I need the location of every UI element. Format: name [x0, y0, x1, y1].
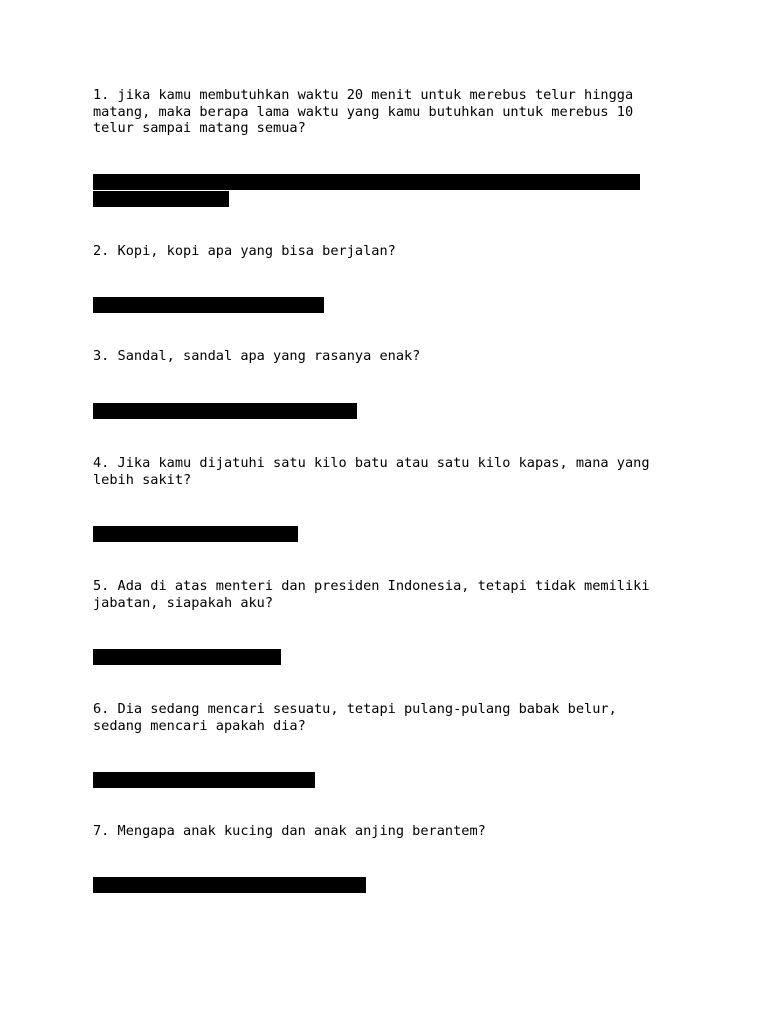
question-6-text: 6. Dia sedang mencari sesuatu, tetapi pulang-pulang babak belur, sedang mencari apakah dia? [93, 701, 617, 734]
answer-1-redaction-line-1 [93, 174, 640, 190]
answer-1-redaction-line-2 [93, 191, 229, 207]
question-5-text: 5. Ada di atas menteri dan presiden Indonesia, tetapi tidak memiliki jabatan, siapakah aku? [93, 578, 650, 611]
answer-5-redaction [93, 649, 281, 665]
question-1-text: 1. jika kamu membutuhkan waktu 20 menit untuk merebus telur hingga matang, maka berapa lama waktu yang kamu butuhkan untuk merebus 10 telur sampai matang semua? [93, 87, 634, 137]
answer-6-redaction [93, 772, 315, 788]
question-2-text: 2. Kopi, kopi apa yang bisa berjalan? [93, 243, 396, 259]
question-4-text: 4. Jika kamu dijatuhi satu kilo batu atau satu kilo kapas, mana yang lebih sakit? [93, 455, 650, 488]
question-7-text: 7. Mengapa anak kucing dan anak anjing berantem? [93, 823, 486, 839]
answer-2-redaction [93, 297, 324, 313]
answer-7-redaction [93, 877, 366, 893]
answer-4-redaction [93, 526, 298, 542]
answer-3-redaction [93, 403, 357, 419]
question-3-text: 3. Sandal, sandal apa yang rasanya enak? [93, 348, 421, 364]
